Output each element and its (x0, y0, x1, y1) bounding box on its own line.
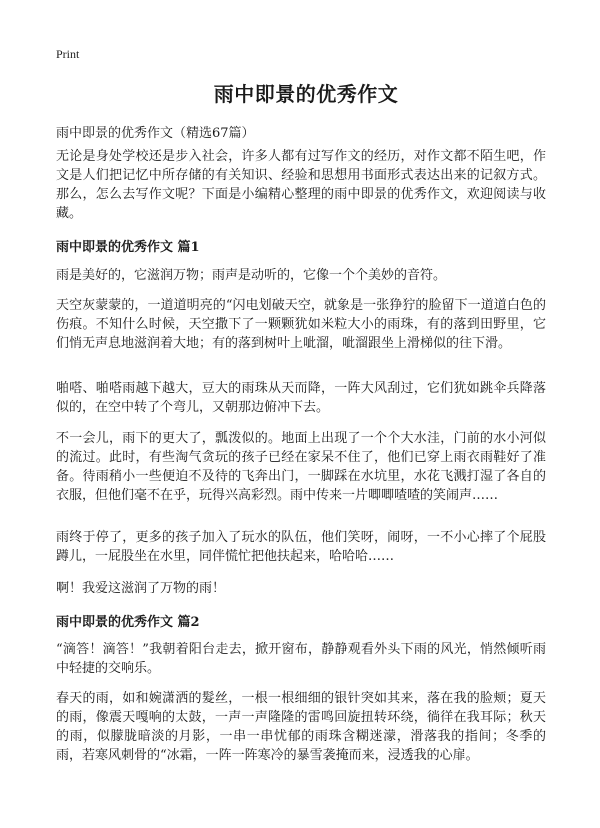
section-1-paragraph-2: 天空灰蒙蒙的，一道道明亮的“闪电划破天空，就象是一张狰狞的脸留下一道道白色的伤痕。不知什么时候，天空撒下了一颗颗犹如米粒大小的雨珠，有的落到田野里，它们悄无声息地滋润着大地；有的落到树叶上呲溜，呲溜跟坐上滑梯似的往下滑。 (56, 298, 546, 351)
section-heading-1: 雨中即景的优秀作文 篇1 (56, 240, 200, 255)
section-1-paragraph-1: 雨是美好的，它滋润万物；雨声是动听的，它像一个个美妙的音符。 (56, 268, 447, 283)
page-title: 雨中即景的优秀作文 (213, 82, 399, 106)
section-1-paragraph-4: 不一会儿，雨下的更大了，瓢泼似的。地面上出现了一个个大水洼，门前的水小河似的流过。此时，有些淘气贪玩的孩子已经在家呆不住了，他们已穿上雨衣雨鞋好了准备。待雨稍小一些便迫不及待的飞奔出门，一脚踩在水坑里，水花飞溅打湿了各自的衣服，但他们毫不在乎，玩得兴高彩烈。雨中传来一片唧唧喳喳的笑闹声…… (56, 431, 546, 503)
section-1-paragraph-3: 啪嗒、啪嗒雨越下越大，豆大的雨珠从天而降，一阵大风刮过，它们犹如跳伞兵降落似的，在空中转了个弯儿，又朝那边俯冲下去。 (56, 381, 546, 415)
section-2-paragraph-2: 春天的雨，如和婉潇洒的髮丝，一根一根细细的银针突如其来，落在我的脸颊；夏天的雨，像震天嘎响的太鼓，一声一声隆隆的雷鸣回旋扭转环绕，徜徉在我耳际；秋天的雨，似朦胧暗淡的月影，一串一串忧郁的雨珠含糊迷濛，滑落我的指间；冬季的雨，若寒风刺骨的“冰霜，一阵一阵寒冷的暴雪袭掩而来，浸透我的心扉。 (56, 691, 546, 763)
section-2-paragraph-1: “滴答！滴答！”我朝着阳台走去，掀开窗布，静静观看外头下雨的风光，悄然倾听雨中轻捷的交响乐。 (56, 642, 546, 676)
document-subtitle: 雨中即景的优秀作文（精选67篇） (56, 126, 255, 141)
print-link[interactable]: Print (56, 47, 80, 61)
section-1-paragraph-5: 雨终于停了，更多的孩子加入了玩水的队伍，他们笑呀，闹呀，一不小心摔了个屁股蹲儿，一屁股坐在水里，同伴慌忙把他扶起来，哈哈哈…… (56, 530, 546, 564)
section-1-paragraph-6: 啊！我爱这滋润了万物的雨！ (56, 581, 226, 596)
section-heading-2: 雨中即景的优秀作文 篇2 (56, 615, 200, 630)
intro-paragraph: 无论是身处学校还是步入社会，许多人都有过写作文的经历，对作文都不陌生吧，作文是人们把记忆中所存储的有关知识、经验和思想用书面形式表达出来的记叙方式。那么，怎么去写作文呢？下面是小编精心整理的雨中即景的优秀作文，欢迎阅读与收藏。 (56, 149, 546, 221)
